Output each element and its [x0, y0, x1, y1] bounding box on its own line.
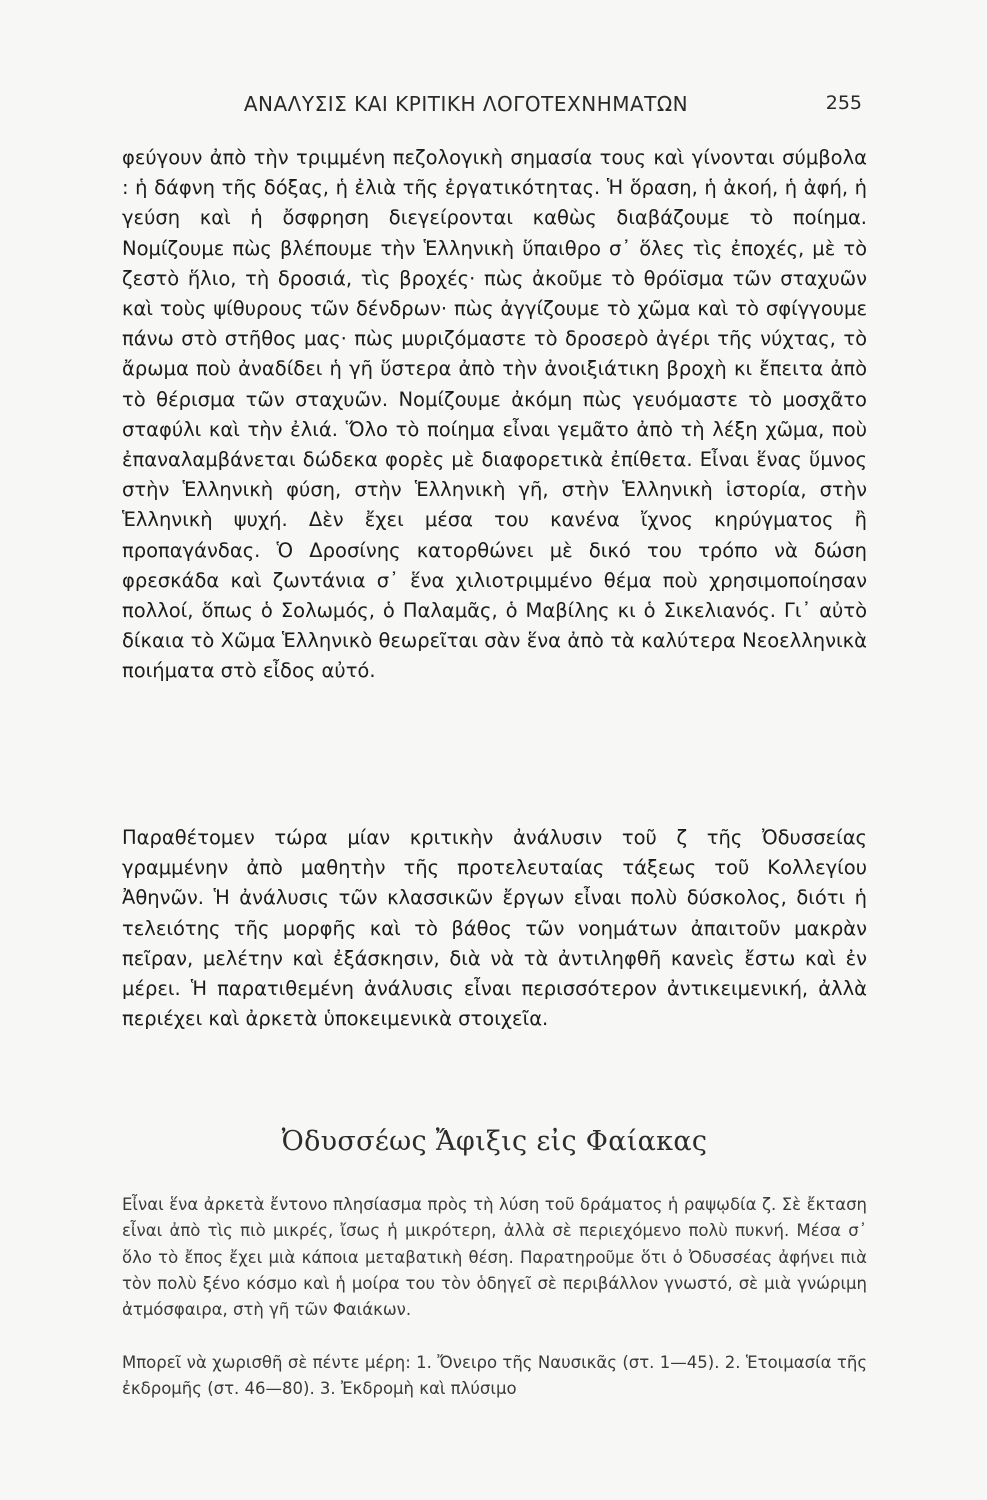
section-heading: Ὀδυσσέως Ἄφιξις εἰς Φαίακας [281, 1126, 708, 1157]
body-paragraph-2: Παραθέτομεν τώρα μίαν κριτικὴν ἀνάλυσιν τοῦ ζ τῆς Ὀδυσσείας γραμμένην ἀπὸ μαθητὴν τῆς προτελευταίας τάξεως τοῦ Κολλεγίου Ἀθηνῶν. Ἡ ἀνάλυσις τῶν κλασσικῶν ἔργων εἶναι πολὺ δύσκολος, διότι ἡ τελειότης τῆς μορφῆς καὶ τὸ βάθος τῶν νοημάτων ἀπαιτοῦν μακρὰν πεῖραν, μελέτην καὶ ἐξάσκησιν, διὰ νὰ τὰ ἀντιληφθῆ κανεὶς ἔστω καὶ ἐν μέρει. Ἡ παρατιθεμένη ἀνάλυσις εἶναι περισσότερον ἀντικειμενική, ἀλλὰ περιέχει καὶ ἀρκετὰ ὑποκειμενικὰ στοιχεῖα. [122, 826, 867, 1031]
running-title: ΑΝΑΛΥΣΙΣ ΚΑΙ ΚΡΙΤΙΚΗ ΛΟΓΟΤΕΧΝΗΜΑΤΩΝ [243, 92, 689, 116]
section-paragraph-1: Εἶναι ἕνα ἀρκετὰ ἔντονο πλησίασμα πρὸς τὴ λύση τοῦ δράματος ἡ ραψῳδία ζ. Σὲ ἔκταση εἶναι ἀπὸ τὶς πιὸ μικρές, ἴσως ἡ μικρότερη, ἀλλὰ σὲ περιεχόμενο πολὺ πυκνή. Μέσα σ᾽ ὅλο τὸ ἔπος ἔχει μιὰ κάποια μεταβατικὴ θέση. Παρατηροῦμε ὅτι ὁ Ὀδυσσέας ἀφήνει πιὰ τὸν πολὺ ξένο κόσμο καὶ ἡ μοίρα του τὸν ὁδηγεῖ σὲ περιβάλλον γνωστό, σὲ μιὰ γνώριμη ἀτμόσφαιρα, στὴ γῆ τῶν Φαιάκων. [122, 1195, 867, 1320]
running-head [0, 92, 987, 122]
body-paragraph-1: φεύγουν ἀπὸ τὴν τριμμένη πεζολογικὴ σημασία τους καὶ γίνονται σύμβολα : ἡ δάφνη τῆς δόξας, ἡ ἐλιὰ τῆς ἐργατικότητας. Ἡ ὅραση, ἡ ἀκοή, ἡ ἀφή, ἡ γεύση καὶ ἡ ὄσφρηση διεγείρονται καθὼς διαβάζουμε τὸ ποίημα. Νομίζουμε πὼς βλέπουμε τὴν Ἑλληνικὴ ὕπαιθρο σ᾽ ὅλες τὶς ἐποχές, μὲ τὸ ζεστὸ ἥλιο, τὴ δροσιά, τὶς βροχές· πὼς ἀκοῦμε τὸ θρόϊσμα τῶν σταχυῶν καὶ τοὺς ψίθυρους τῶν δένδρων· πὼς ἀγγίζουμε τὸ χῶμα καὶ τὸ σφίγγουμε πάνω στὸ στῆθος μας· πὼς μυριζόμαστε τὸ δροσερὸ ἀγέρι τῆς νύχτας, τὸ ἄρωμα ποὺ ἀναδίδει ἡ γῆ ὕστερα ἀπὸ τὴν ἀνοιξιάτικη βροχὴ κι ἔπειτα ἀπὸ τὸ θέρισμα τῶν σταχυῶν. Νομίζουμε ἀκόμη πὼς γευόμαστε τὸ μοσχᾶτο σταφύλι καὶ τὴν ἐλιά. Ὅλο τὸ ποίημα εἶναι γεμᾶτο ἀπὸ τὴ λέξη χῶμα, ποὺ ἐπαναλαμβάνεται δώδεκα φορὲς μὲ διαφορετικὰ ἐπίθετα. Εἶναι ἕνας ὕμνος στὴν Ἑλληνικὴ φύση, στὴν Ἑλληνικὴ γῆ, στὴν Ἑλληνικὴ ἱστορία, στὴν Ἑλληνικὴ ψυχή. Δὲν ἔχει μέσα του κανένα ἴχνος κηρύγματος ἢ προπαγάνδας. Ὁ Δροσίνης κατορθώνει μὲ δικό του τρόπο νὰ δώση φρεσκάδα καὶ ζωντάνια σ᾽ ἕνα χιλιοτριμμένο θέμα ποὺ χρησιμοποίησαν πολλοί, ὅπως ὁ Σολωμός, ὁ Παλαμᾶς, ὁ Μαβίλης κι ὁ Σικελιανός. Γι᾽ αὐτὸ δίκαια τὸ Χῶμα Ἑλληνικὸ θεωρεῖται σὰν ἕνα ἀπὸ τὰ καλύτερα Νεοελληνικὰ ποιήματα στὸ εἶδος αὐτό. [122, 146, 867, 683]
section-paragraph-2: Μπορεῖ νὰ χωρισθῆ σὲ πέντε μέρη: 1. Ὄνειρο τῆς Ναυσικᾶς (στ. 1—45). 2. Ἑτοιμασία τῆς ἐκδρομῆς (στ. 46—80). 3. Ἐκδρομὴ καὶ πλύσιμο [122, 1353, 867, 1399]
page-number: 255 [825, 92, 862, 114]
